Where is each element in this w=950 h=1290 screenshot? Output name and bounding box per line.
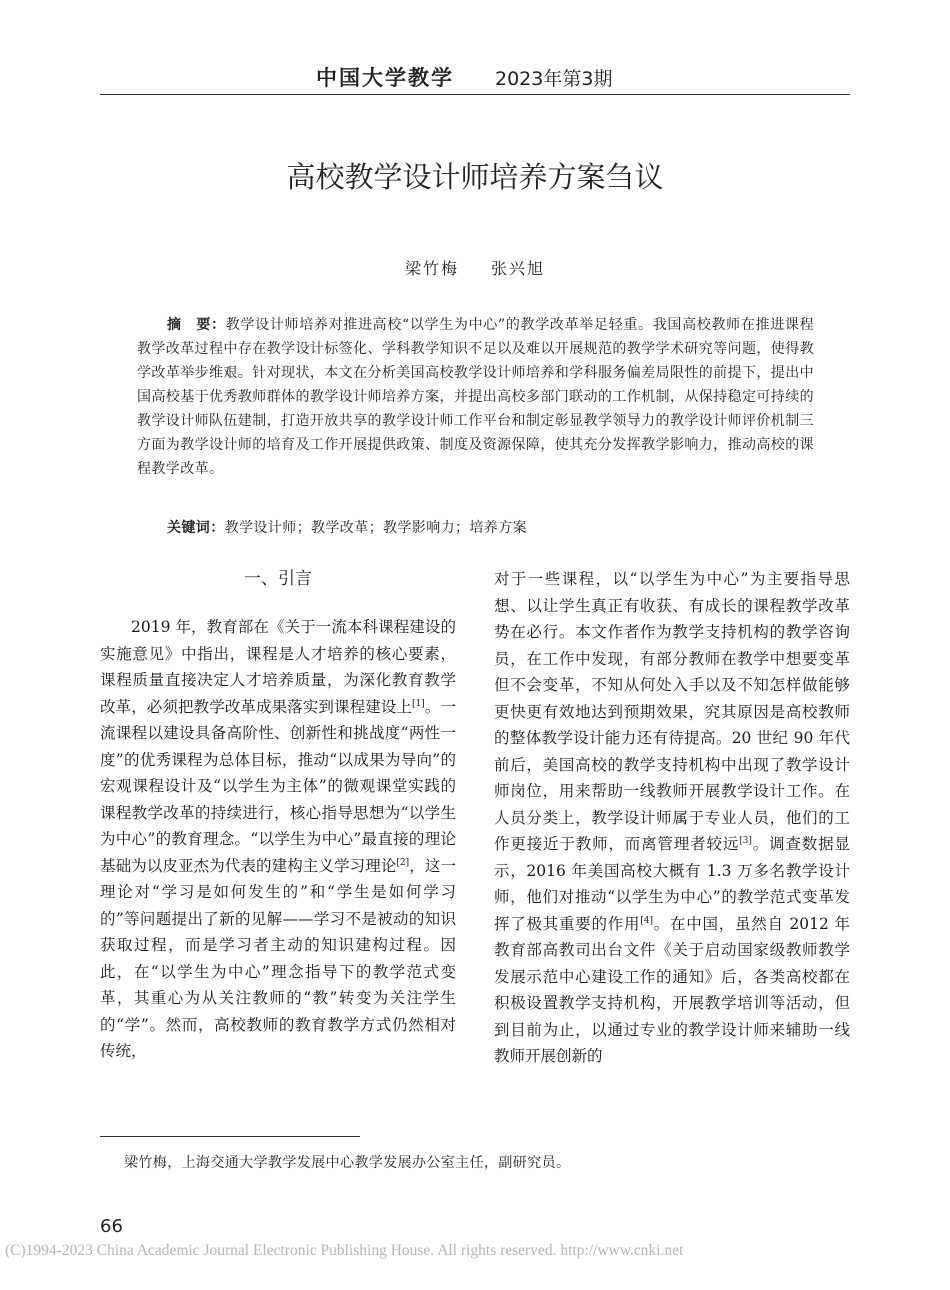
keywords-text: 教学设计师；教学改革；教学影响力；培养方案 <box>224 520 528 536</box>
section-heading: 一、引言 <box>244 569 312 589</box>
body-paragraph <box>494 566 850 1070</box>
citation-ref: [3] <box>739 835 752 846</box>
body-text: 2019 年，教育部在《关于一流本科课程建设的实施意见》中指出，课程是人才培养的核心要素，课程质量直接决定人才培养质量，为深化教育教学改革，必须把教学改革成果落实到课程建设上 <box>100 618 456 716</box>
keywords-label: 关键词： <box>167 520 225 536</box>
footnote-divider <box>100 1136 360 1137</box>
running-header <box>100 60 850 95</box>
body-text: 对于一些课程，以“以学生为中心”为主要指导思想、以让学生真正有收获、有成长的课程教学改革势在必行。本文作者作为教学支持机构的教学咨询员，在工作中发现，有部分教师在教学中想要变革但不会变革，不知从何处入手以及不知怎样做能够更快更有效地达到预期效果，究其原因是高校教师的整体教学设计能力还有待提高。20 世纪 90 年代前后，美国高校的教学支持机构中出现了教学设计师岗位，用来帮助一线教师开展教学设计工作。在人员分类上，教学设计师属于专业人员，他们的工作更接近于教师，而离管理者较远 <box>494 570 850 853</box>
journal-issue: 2023年第3期 <box>495 68 613 90</box>
journal-name: 中国大学教学 <box>316 65 454 90</box>
abstract-label: 摘 要： <box>167 317 226 333</box>
author-list <box>0 256 950 279</box>
body-column-left <box>100 566 456 1065</box>
body-text: 。一流课程以建设具备高阶性、创新性和挑战度“两性一度”的优秀课程为总体目标，推动“以成果为导向”的宏观课程设计及“以学生为主体”的微观课堂实践的课程教学改革的持续进行，核心指导思想为“以学生为中心”的教育理念。“以学生为中心”最直接的理论基础为以皮亚杰为代表的建构主义学习理论 <box>100 697 456 875</box>
body-column-right <box>494 566 850 1070</box>
page-number: 66 <box>100 1216 123 1237</box>
abstract <box>137 313 814 481</box>
abstract-text: 教学设计师培养对推进高校“以学生为中心”的教学改革举足轻重。我国高校教师在推进课程教学改革过程中存在教学设计标签化、学科教学知识不足以及难以开展规范的教学学术研究等问题，使得教学改革举步维艰。针对现状，本文在分析美国高校教学设计师培养和学科服务偏差局限性的前提下，提出中国高校基于优秀教师群体的教学设计师培养方案，并提出高校多部门联动的工作机制，从保持稳定可持续的教学设计师队伍建制，打造开放共享的教学设计师工作平台和制定彰显教学领导力的教学设计师评价机制三方面为教学设计师的培育及工作开展提供政策、制度及资源保障，使其充分发挥教学影响力，推动高校的课程教学改革。 <box>137 317 814 477</box>
article-title: 高校教学设计师培养方案刍议 <box>286 160 664 194</box>
citation-ref: [1] <box>412 698 425 709</box>
footnote: 梁竹梅，上海交通大学教学发展中心教学发展办公室主任，副研究员。 <box>124 1155 571 1171</box>
body-text: 。在中国，虽然自 2012 年教育部高教司出台文件《关于启动国家级教师教学发展示范中心建设工作的通知》后，各类高校都在积极设置教学支持机构，开展教学培训等活动，但到目前为止，以通过专业的教学设计师来辅助一线教师开展创新的 <box>494 914 850 1065</box>
keywords <box>167 516 817 540</box>
body-text: ，这一理论对“学习是如何发生的”和“学生是如何学习的”等问题提出了新的见解——学习不是被动的知识获取过程，而是学习者主动的知识建构过程。因此，在“以学生为中心”理念指导下的教学范式变革，其重心为从关注教师的“教”转变为关注学生的“学”。然而，高校教师的教育教学方式仍然相对传统， <box>100 856 456 1060</box>
author-name: 张兴旭 <box>491 259 546 278</box>
citation-ref: [4] <box>640 915 653 926</box>
citation-ref: [2] <box>396 857 410 868</box>
body-text: 。调查数据显示，2016 年美国高校大概有 1.3 万多名教学设计师，他们对推动“以学生为中心”的教学范式变革发挥了极其重要的作用 <box>494 835 850 933</box>
copyright-watermark: (C)1994-2023 China Academic Journal Electronic Publishing House. All rights reserved. http://www.cnki.net <box>5 1242 684 1259</box>
author-name: 梁竹梅 <box>404 259 459 278</box>
body-paragraph <box>100 614 456 1065</box>
